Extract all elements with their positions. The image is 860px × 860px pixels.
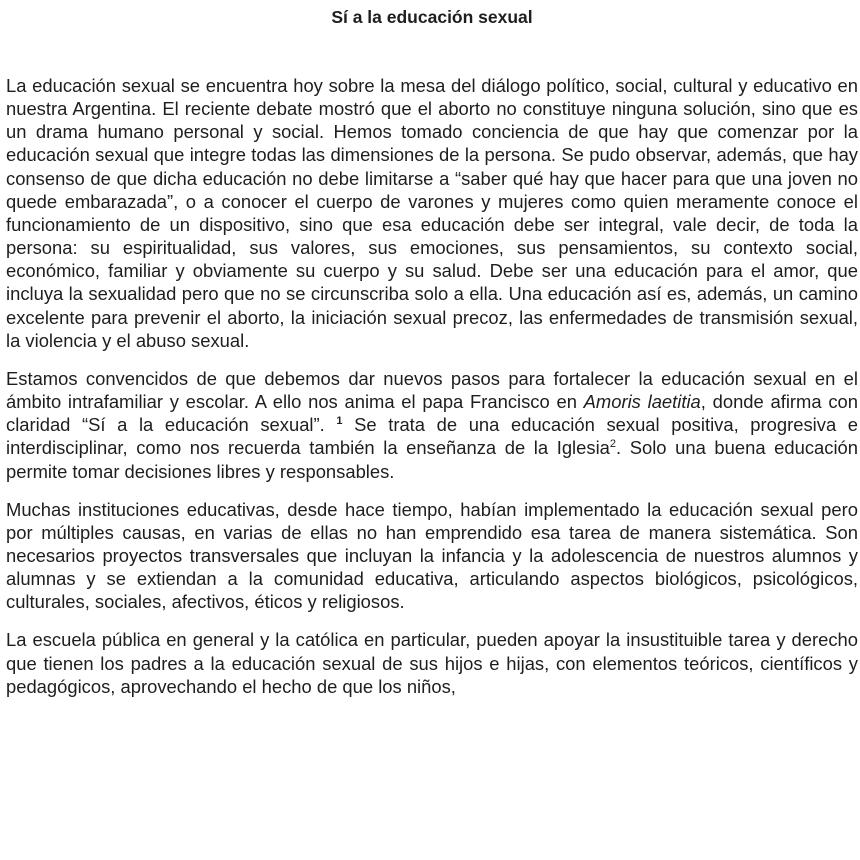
paragraph-1: La educación sexual se encuentra hoy sobre la mesa del diálogo político, social, cultural y educativo en nuestra Argentina. El reciente debate mostró que el aborto no constituye ninguna solución, sino que es un drama humano personal y social. Hemos tomado conciencia de que hay que comenzar por la educación sexual que integre todas las dimensiones de la persona. Se pudo observar, además, que hay consenso de que dicha educación no debe limitarse a “saber qué hay que hacer para que una joven no quede embarazada”, o a conocer el cuerpo de varones y mujeres como quien meramente conoce el funcionamiento de un dispositivo, sino que esa educación debe ser integral, vale decir, de toda la persona: su espiritualidad, sus valores, sus emociones, sus pensamientos, su contexto social, económico, familiar y obviamente su cuerpo y su salud. Debe ser una educación para el amor, que incluya la sexualidad pero que no se circunscriba solo a ella. Una educación así es, además, un camino excelente para prevenir el aborto, la iniciación sexual precoz, las enfermedades de transmisión sexual, la violencia y el abuso sexual. [6, 75, 858, 351]
paragraph-2-text-c: Se trata de una educación sexual positiva, progresiva e interdisciplinar, como nos recuerda también la enseñanza de la Iglesia [6, 414, 858, 459]
document-title: Sí a la educación sexual [331, 7, 533, 27]
footnote-ref-1[interactable]: 1 [336, 415, 343, 428]
paragraph-2 [6, 367, 858, 483]
paragraph-4: La escuela pública en general y la católica en particular, pueden apoyar la insustituible tarea y derecho que tienen los padres a la educación sexual de sus hijos e hijas, con elementos teóricos, científicos y pedagógicos, aprovechando el hecho de que los niños, [6, 629, 858, 697]
paragraph-2-text-a: Estamos convencidos de que debemos dar nuevos pasos para fortalecer la educación sexual en el ámbito intrafamiliar y escolar. A ello nos anima el papa Francisco en [6, 367, 858, 413]
paragraph-2-text-d: . Solo una buena educación permite tomar decisiones libres y responsables. [6, 437, 858, 482]
document-page [6, 0, 858, 860]
footnote-ref-2[interactable]: 2 [609, 438, 617, 451]
amoris-laetitia-italic: Amoris laetitia [583, 391, 701, 413]
paragraph-3: Muchas instituciones educativas, desde hace tiempo, habían implementado la educación sexual pero por múltiples causas, en varias de ellas no han emprendido esa tarea de manera sistemática. Son necesarios proyectos transversales que incluyan la infancia y la adolescencia de nuestros alumnos y alumnas y se extiendan a la comunidad educativa, articulando aspectos biológicos, psicológicos, culturales, sociales, afectivos, éticos y religiosos. [6, 498, 858, 613]
paragraph-2-text-b: , donde afirma con claridad “Sí a la educación sexual”. [6, 391, 858, 436]
